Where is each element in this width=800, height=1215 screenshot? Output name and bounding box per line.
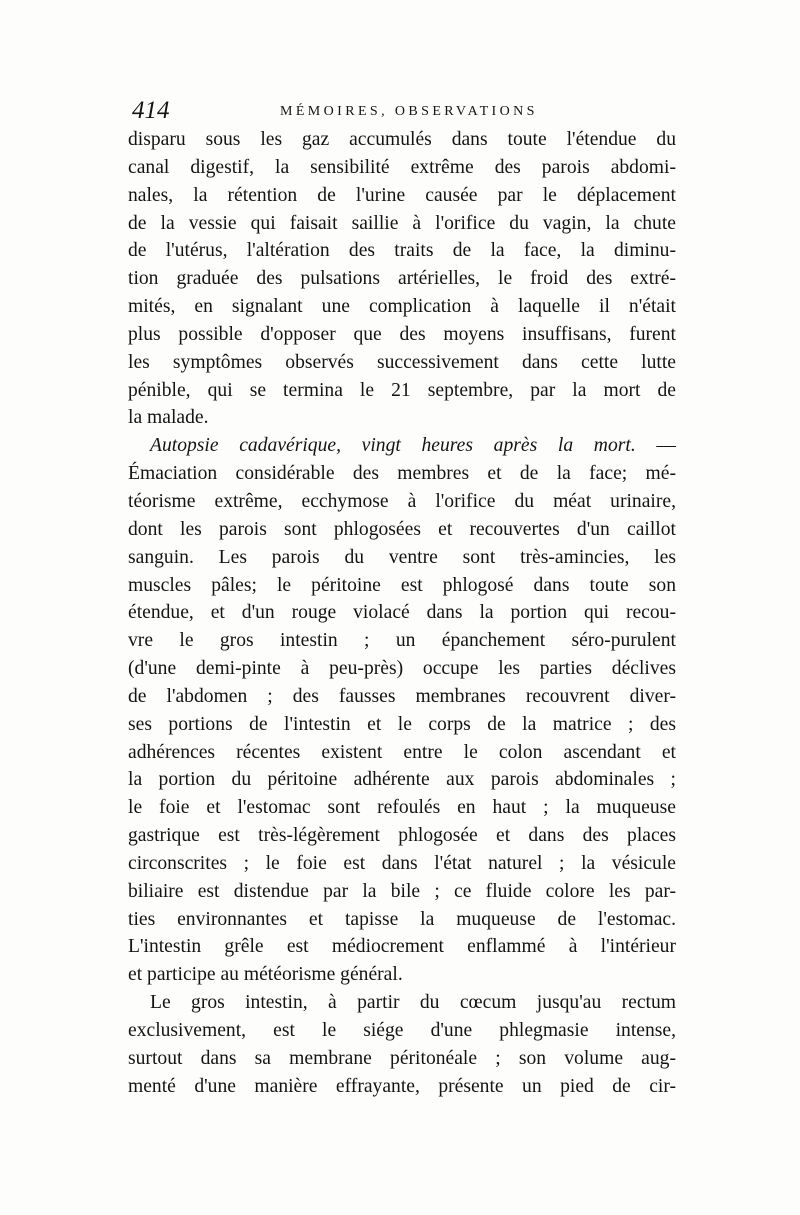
text-line: pénible, qui se termina le 21 septembre, par la mort de bbox=[128, 379, 676, 401]
text-line: la portion du péritoine adhérente aux parois abdominales ; bbox=[128, 769, 676, 791]
text-line: téorisme extrême, ecchymose à l'orifice du méat urinaire, bbox=[128, 490, 676, 512]
page-number: 414 bbox=[132, 97, 170, 124]
text-line: mités, en signalant une complication à laquelle il n'était bbox=[128, 296, 676, 318]
text-line: circonscrites ; le foie est dans l'état naturel ; la vésicule bbox=[128, 852, 676, 874]
text-line: le foie et l'estomac sont refoulés en haut ; la muqueuse bbox=[128, 797, 676, 819]
autopsy-heading-line bbox=[128, 432, 676, 460]
text-line: disparu sous les gaz accumulés dans toute l'étendue du bbox=[128, 129, 676, 150]
paragraph-3 bbox=[128, 989, 676, 1100]
text-line: de l'utérus, l'altération des traits de la face, la diminu- bbox=[128, 240, 676, 262]
text-line: la malade. bbox=[128, 407, 209, 429]
text-line: ses portions de l'intestin et le corps de la matrice ; des bbox=[128, 713, 676, 735]
text-line: et participe au météorisme général. bbox=[128, 964, 403, 986]
text-line: sanguin. Les parois du ventre sont très-amincies, les bbox=[128, 546, 676, 568]
text-line: canal digestif, la sensibilité extrême des parois abdomi- bbox=[128, 156, 676, 178]
text-line: Émaciation considérable des membres et de la face; mé- bbox=[128, 463, 676, 485]
text-line: L'intestin grêle est médiocrement enflammé à l'intérieur bbox=[128, 936, 676, 958]
text-line: de la vessie qui faisait saillie à l'orifice du vagin, la chute bbox=[128, 212, 676, 234]
paragraph-2 bbox=[128, 432, 676, 989]
text-line: menté d'une manière effrayante, présente un pied de cir- bbox=[128, 1075, 676, 1097]
text-line: ties environnantes et tapisse la muqueuse de l'estomac. bbox=[128, 908, 676, 930]
page-header bbox=[132, 96, 680, 126]
heading-dash: — bbox=[635, 435, 676, 457]
body-text bbox=[128, 126, 676, 1101]
text-line: surtout dans sa membrane péritonéale ; son volume aug- bbox=[128, 1047, 676, 1069]
text-line: exclusivement, est le siége d'une phlegmasie intense, bbox=[128, 1020, 676, 1041]
text-line: les symptômes observés successivement dans cette lutte bbox=[128, 351, 676, 373]
text-line: gastrique est très-légèrement phlogosée et dans des places bbox=[128, 825, 676, 847]
text-line: étendue, et d'un rouge violacé dans la portion qui recou- bbox=[128, 602, 676, 624]
text-line: muscles pâles; le péritoine est phlogosé dans toute son bbox=[128, 574, 676, 596]
text-line: nales, la rétention de l'urine causée par le déplacement bbox=[128, 184, 676, 206]
running-head: MÉMOIRES, OBSERVATIONS bbox=[280, 104, 538, 119]
text-line: Le gros intestin, à partir du cœcum jusqu'au rectum bbox=[150, 992, 676, 1014]
text-line: tion graduée des pulsations artérielles, le froid des extré- bbox=[128, 268, 676, 290]
text-line: adhérences récentes existent entre le colon ascendant et bbox=[128, 741, 676, 763]
text-line: vre le gros intestin ; un épanchement séro-purulent bbox=[128, 630, 676, 652]
autopsy-heading: Autopsie cadavérique, vingt heures après la mort. bbox=[150, 435, 636, 457]
text-line: (d'une demi-pinte à peu-près) occupe les parties déclives bbox=[128, 658, 676, 680]
text-line: plus possible d'opposer que des moyens insuffisans, furent bbox=[128, 323, 676, 345]
paragraph-1 bbox=[128, 126, 676, 432]
text-line: dont les parois sont phlogosées et recouvertes d'un caillot bbox=[128, 518, 676, 540]
text-line: de l'abdomen ; des fausses membranes recouvrent diver- bbox=[128, 685, 676, 707]
text-line: biliaire est distendue par la bile ; ce fluide colore les par- bbox=[128, 880, 676, 902]
